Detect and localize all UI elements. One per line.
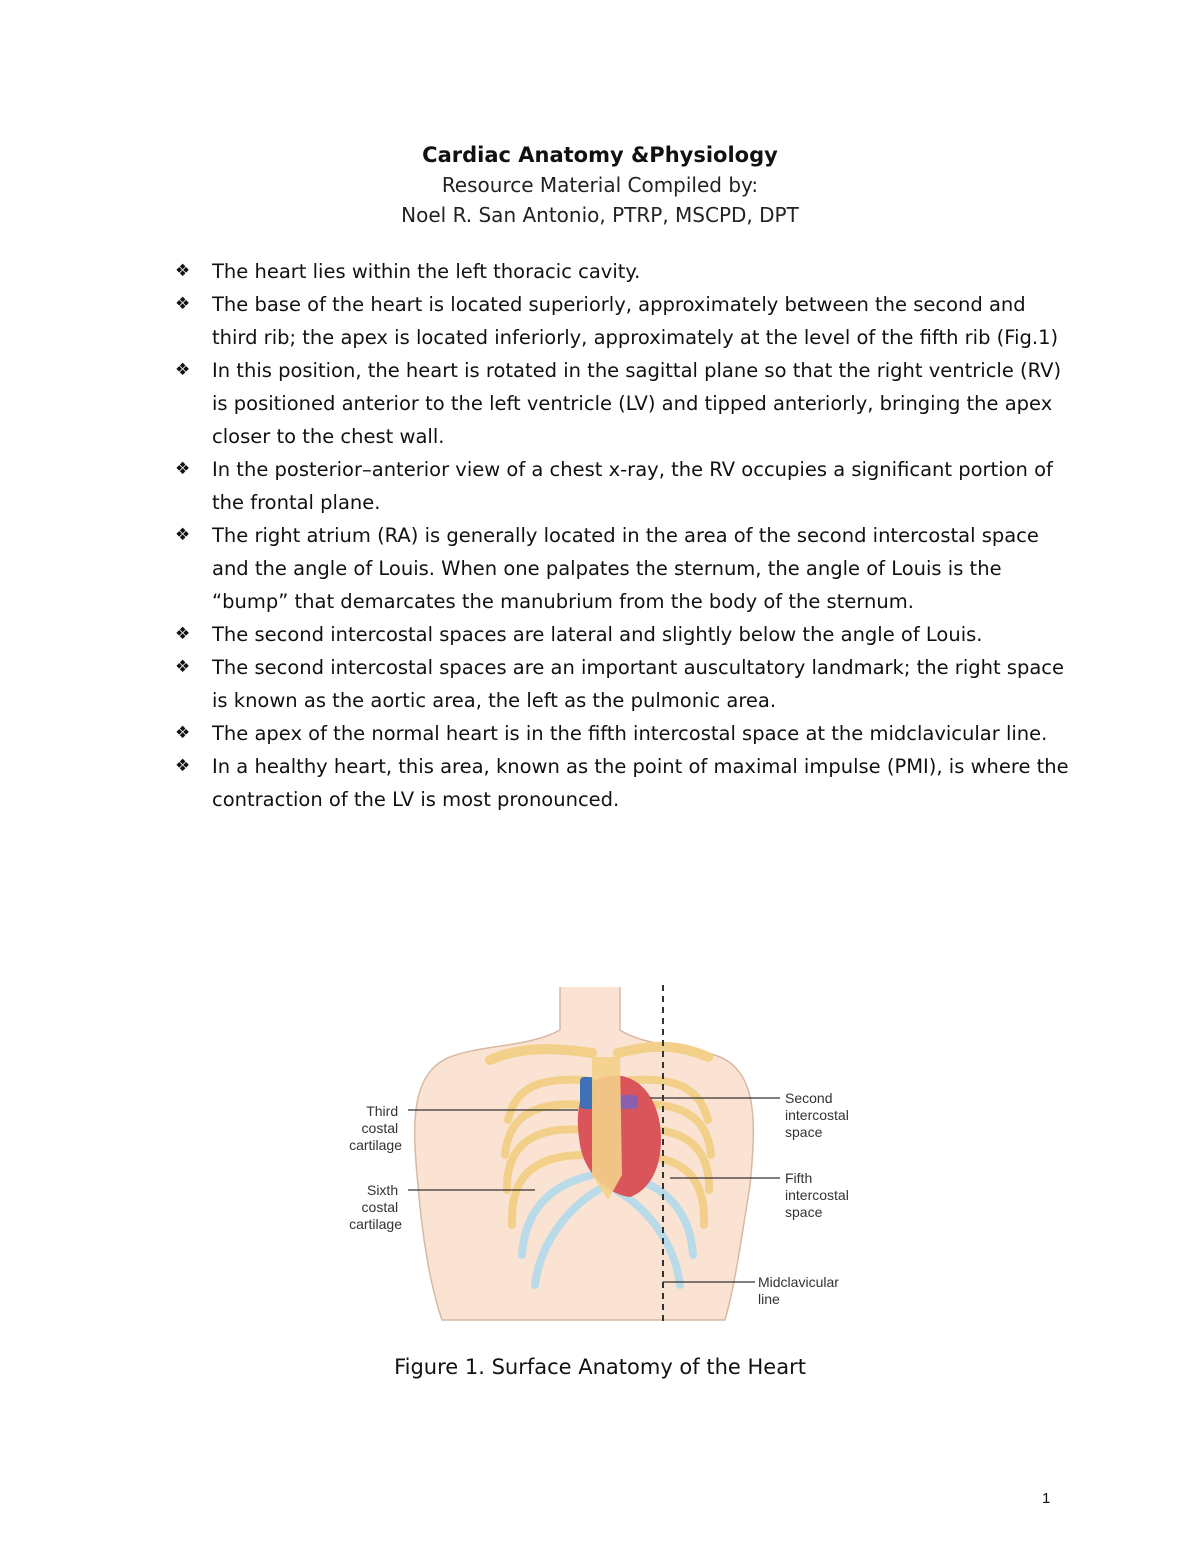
diamond-bullet-icon: ❖ [175, 525, 191, 545]
diamond-bullet-icon: ❖ [175, 294, 191, 314]
bullet-text: In the posterior–anterior view of a chest x-ray, the RV occupies a significant portion of the frontal plane. [212, 458, 1053, 514]
bullet-text: The base of the heart is located superiorly, approximately between the second and third rib; the apex is located inferiorly, approximately at the level of the fifth rib (Fig.1) [212, 293, 1059, 349]
third-costal-label: Third costal cartilage [349, 1103, 402, 1153]
list-item [175, 651, 1075, 717]
bullet-text: The apex of the normal heart is in the fifth intercostal space at the midclavicular line. [212, 722, 1048, 745]
diamond-bullet-icon: ❖ [175, 624, 191, 644]
diamond-bullet-icon: ❖ [175, 459, 191, 479]
diamond-bullet-icon: ❖ [175, 360, 191, 380]
list-item [175, 288, 1075, 354]
list-item [175, 618, 1075, 651]
diamond-bullet-icon: ❖ [175, 261, 191, 281]
vena-cava [580, 1077, 594, 1109]
list-item [175, 519, 1075, 618]
diamond-bullet-icon: ❖ [175, 657, 191, 677]
bullet-text: The right atrium (RA) is generally located in the area of the second intercostal space and the angle of Louis. When one palpates the sternum, the angle of Louis is the “bump” that demarcates the manubrium from the body of the sternum. [212, 524, 1039, 613]
bullet-text: In a healthy heart, this area, known as the point of maximal impulse (PMI), is where the contraction of the LV is most pronounced. [212, 755, 1069, 811]
list-item [175, 453, 1075, 519]
list-item [175, 255, 1075, 288]
list-item [175, 750, 1075, 816]
bullet-list [175, 255, 1075, 816]
second-intercostal-label: Second intercostal space [785, 1090, 849, 1140]
page-number: 1 [1042, 1490, 1051, 1507]
bullet-text: The second intercostal spaces are lateral and slightly below the angle of Louis. [212, 623, 983, 646]
midclavicular-label: Midclavicular line [758, 1274, 839, 1307]
diamond-bullet-icon: ❖ [175, 756, 191, 776]
list-item [175, 354, 1075, 453]
bullet-text: The heart lies within the left thoracic cavity. [212, 260, 641, 283]
pulmonary-artery [618, 1095, 638, 1109]
list-item [175, 717, 1075, 750]
surface-anatomy-figure [330, 985, 890, 1330]
author-line: Noel R. San Antonio, PTRP, MSCPD, DPT [401, 203, 799, 227]
document-header [0, 140, 1200, 230]
compiled-by-label: Resource Material Compiled by: [441, 173, 759, 197]
sternum [592, 1057, 622, 1200]
figure-caption: Figure 1. Surface Anatomy of the Heart [394, 1355, 806, 1379]
page-title: Cardiac Anatomy &Physiology [422, 143, 778, 167]
fifth-intercostal-label: Fifth intercostal space [785, 1170, 849, 1220]
diamond-bullet-icon: ❖ [175, 723, 191, 743]
sixth-costal-label: Sixth costal cartilage [349, 1182, 402, 1232]
bullet-text: In this position, the heart is rotated in the sagittal plane so that the right ventricle (RV) is positioned anterior to the left ventricle (LV) and tipped anteriorly, bringing the apex closer to the chest wall. [212, 359, 1062, 448]
bullet-text: The second intercostal spaces are an important auscultatory landmark; the right space is known as the aortic area, the left as the pulmonic area. [212, 656, 1065, 712]
